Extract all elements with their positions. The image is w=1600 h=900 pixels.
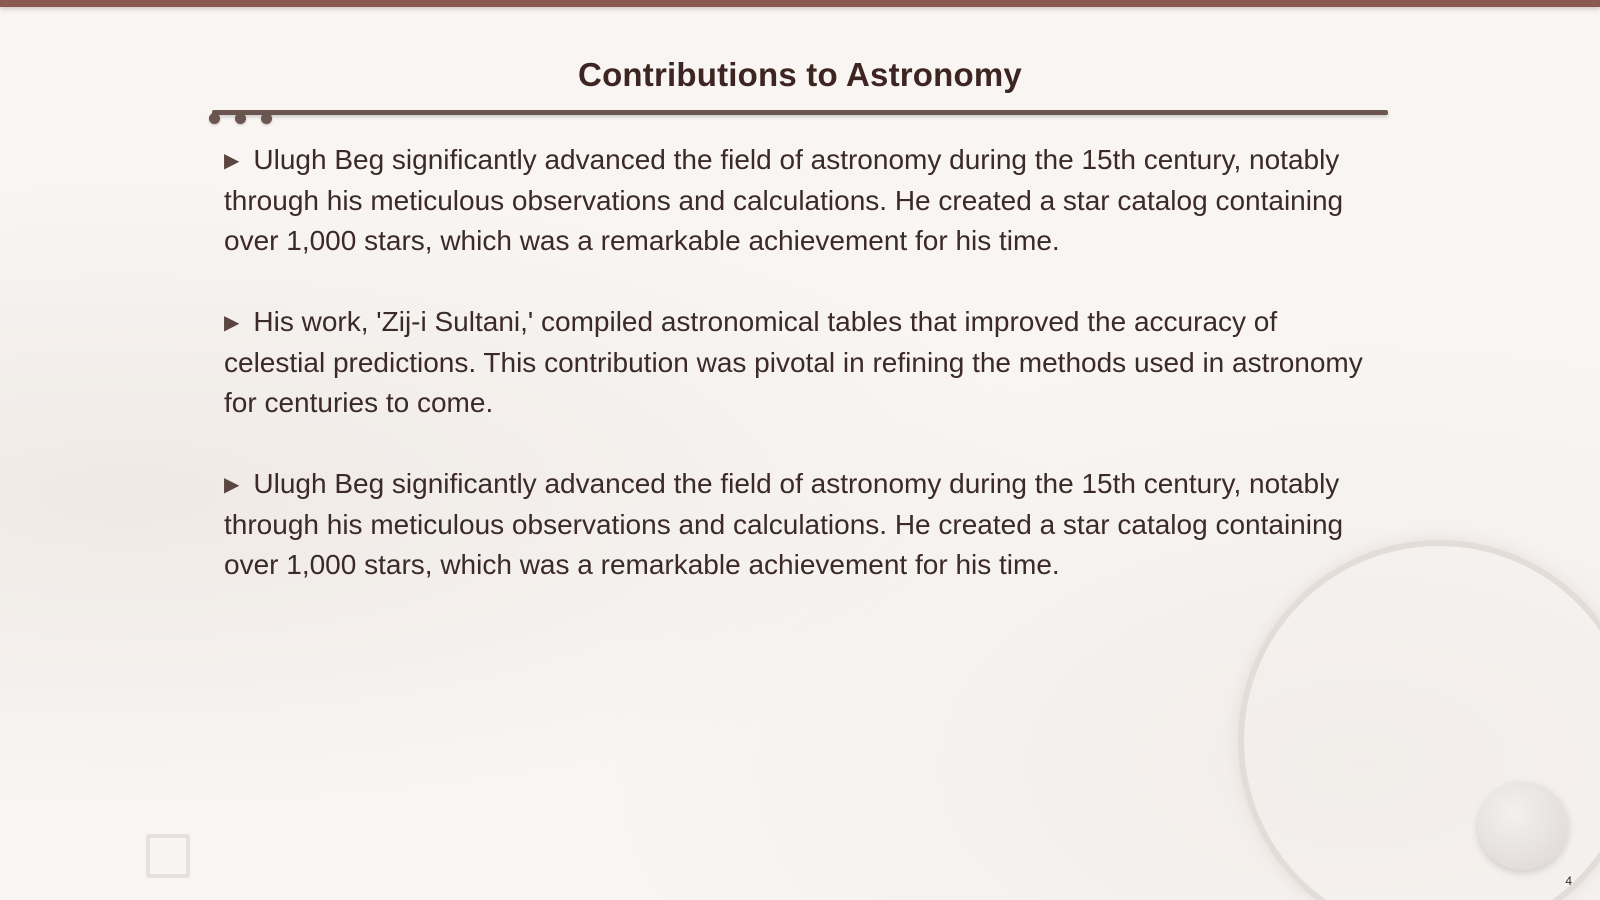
bullet-item: [224, 302, 1374, 423]
decorative-square: [146, 834, 190, 878]
right-triangle-icon: ▶: [224, 150, 240, 172]
bullet-text: His work, 'Zij-i Sultani,' compiled astronomical tables that improved the accuracy of celestial predictions. This contribution was pivotal in refining the methods used in astronomy for centuries to come.: [224, 306, 1363, 418]
bullet-item: [224, 140, 1374, 261]
top-accent-band: [0, 0, 1600, 7]
rule-dot-icon: [261, 113, 272, 124]
rule-dot-icon: [209, 113, 220, 124]
bullet-text: Ulugh Beg significantly advanced the field of astronomy during the 15th century, notably through his meticulous observations and calculations. He created a star catalog containing over 1,000 stars, which was a remarkable achievement for his time.: [224, 468, 1344, 580]
right-triangle-icon: ▶: [224, 312, 240, 334]
bullet-text: Ulugh Beg significantly advanced the field of astronomy during the 15th century, notably through his meticulous observations and calculations. He created a star catalog containing over 1,000 stars, which was a remarkable achievement for his time.: [224, 144, 1344, 256]
decorative-circle: [1478, 782, 1568, 870]
right-triangle-icon: ▶: [224, 474, 240, 496]
title-underline: [212, 110, 1388, 115]
bullet-item: [224, 464, 1374, 585]
slide-number: 4: [1565, 874, 1572, 888]
bullet-list: [224, 140, 1374, 626]
rule-dot-icon: [235, 113, 246, 124]
slide-title: Contributions to Astronomy: [578, 56, 1022, 93]
